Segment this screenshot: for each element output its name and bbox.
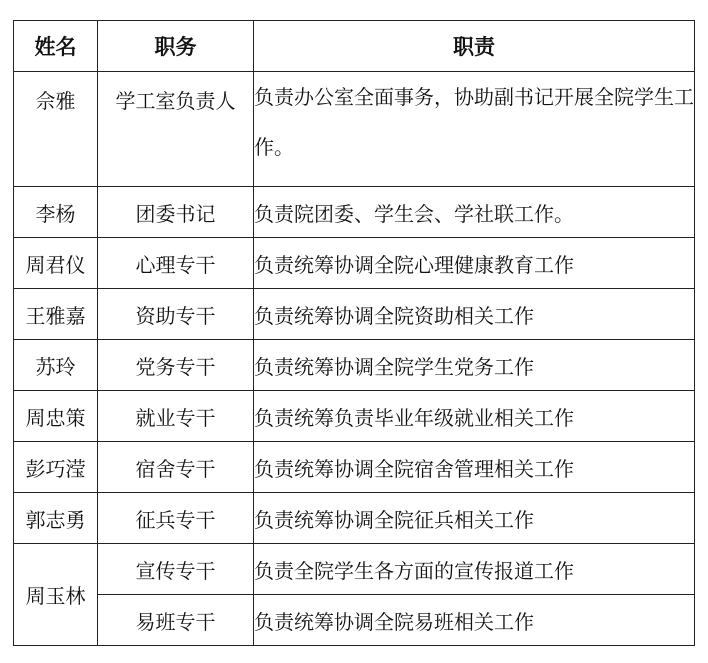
cell-name: 周君仪 bbox=[14, 238, 98, 289]
table-header-row bbox=[14, 21, 695, 72]
staff-duty-table bbox=[13, 20, 695, 646]
table-row bbox=[14, 595, 695, 646]
cell-duty: 负责统筹协调全院学生党务工作 bbox=[254, 340, 695, 391]
header-duty: 职责 bbox=[254, 21, 695, 72]
table-row bbox=[14, 544, 695, 595]
table-row bbox=[14, 391, 695, 442]
table-row bbox=[14, 442, 695, 493]
table-row bbox=[14, 187, 695, 238]
cell-duty: 负责院团委、学生会、学社联工作。 bbox=[254, 187, 695, 238]
cell-post: 宣传专干 bbox=[98, 544, 254, 595]
cell-post: 易班专干 bbox=[98, 595, 254, 646]
cell-name-merged: 周玉林 bbox=[14, 544, 98, 646]
cell-post: 资助专干 bbox=[98, 289, 254, 340]
cell-name: 王雅嘉 bbox=[14, 289, 98, 340]
cell-duty: 负责全院学生各方面的宣传报道工作 bbox=[254, 544, 695, 595]
table-row bbox=[14, 238, 695, 289]
table-row bbox=[14, 493, 695, 544]
cell-duty: 负责统筹协调全院宿舍管理相关工作 bbox=[254, 442, 695, 493]
cell-duty: 负责统筹协调全院心理健康教育工作 bbox=[254, 238, 695, 289]
cell-post: 就业专干 bbox=[98, 391, 254, 442]
cell-post: 征兵专干 bbox=[98, 493, 254, 544]
cell-duty: 负责统筹协调全院易班相关工作 bbox=[254, 595, 695, 646]
table-row bbox=[14, 340, 695, 391]
cell-post: 心理专干 bbox=[98, 238, 254, 289]
cell-name: 佘雅 bbox=[14, 72, 98, 187]
cell-duty: 负责统筹协调全院资助相关工作 bbox=[254, 289, 695, 340]
header-name: 姓名 bbox=[14, 21, 98, 72]
cell-name: 周忠策 bbox=[14, 391, 98, 442]
cell-name: 郭志勇 bbox=[14, 493, 98, 544]
cell-post: 党务专干 bbox=[98, 340, 254, 391]
cell-post: 学工室负责人 bbox=[98, 72, 254, 187]
header-post: 职务 bbox=[98, 21, 254, 72]
cell-duty: 负责统筹负责毕业年级就业相关工作 bbox=[254, 391, 695, 442]
cell-duty: 负责办公室全面事务，协助副书记开展全院学生工作。 bbox=[254, 72, 695, 187]
cell-duty: 负责统筹协调全院征兵相关工作 bbox=[254, 493, 695, 544]
cell-name: 苏玲 bbox=[14, 340, 98, 391]
cell-post: 团委书记 bbox=[98, 187, 254, 238]
cell-name: 彭巧滢 bbox=[14, 442, 98, 493]
cell-name: 李杨 bbox=[14, 187, 98, 238]
cell-post: 宿舍专干 bbox=[98, 442, 254, 493]
table-row bbox=[14, 72, 695, 187]
table-row bbox=[14, 289, 695, 340]
